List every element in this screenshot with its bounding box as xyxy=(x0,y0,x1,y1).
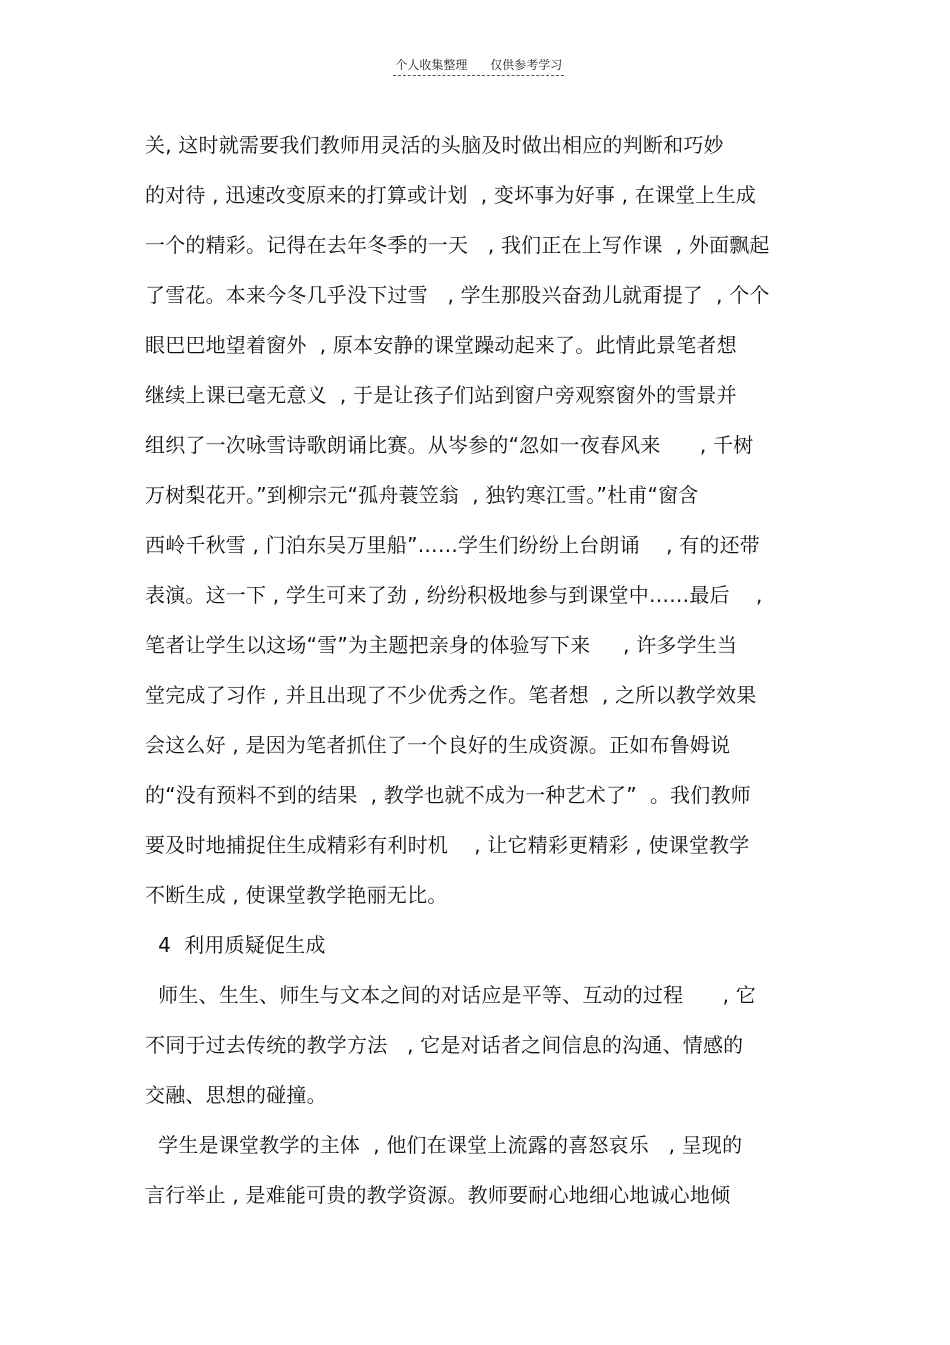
text-line: 堂完成了习作 , 并且出现了不少优秀之作。笔者想 , 之所以教学效果 xyxy=(145,683,757,707)
text-line: 学生是课堂教学的主体 , 他们在课堂上流露的喜怒哀乐 , 呈现的 xyxy=(145,1133,743,1157)
text-line: 了雪花。本来今冬几乎没下过雪 , 学生那股兴奋劲儿就甭提了 , 个个 xyxy=(145,283,770,307)
header-text: 个人收集整理 仅供参考学习 xyxy=(393,56,564,76)
text-line: 的对待 , 迅速改变原来的打算或计划 , 变坏事为好事 , 在课堂上生成 xyxy=(145,183,756,207)
text-line: 组织了一次咏雪诗歌朗诵比赛。从岑参的“忽如一夜春风来 , 千树 xyxy=(145,433,754,457)
text-line: 关, 这时就需要我们教师用灵活的头脑及时做出相应的判断和巧妙 xyxy=(145,133,724,157)
text-line: 会这么好 , 是因为笔者抓住了一个良好的生成资源。正如布鲁姆说 xyxy=(145,733,731,757)
text-line: 要及时地捕捉住生成精彩有利时机 , 让它精彩更精彩 , 使课堂教学 xyxy=(145,833,750,857)
text-line: 不同于过去传统的教学方法 , 它是对话者之间信息的沟通、情感的 xyxy=(145,1033,744,1057)
text-line: 一个的精彩。记得在去年冬季的一天 , 我们正在上写作课 , 外面飘起 xyxy=(145,233,770,257)
text-line: 笔者让学生以这场“雪”为主题把亲身的体验写下来 , 许多学生当 xyxy=(145,633,738,657)
text-line: 的“没有预料不到的结果 , 教学也就不成为一种艺术了” 。我们教师 xyxy=(145,783,751,807)
text-line: 眼巴巴地望着窗外 , 原本安静的课堂躁动起来了。此情此景笔者想 xyxy=(145,333,737,357)
text-line: 西岭千秋雪 , 门泊东吴万里船”……学生们纷纷上台朗诵 , 有的还带 xyxy=(145,533,760,557)
page-header xyxy=(0,38,950,76)
section-heading: 4 利用质疑促生成 xyxy=(145,933,326,957)
text-line: 师生、生生、师生与文本之间的对话应是平等、互动的过程 , 它 xyxy=(145,983,756,1007)
text-line: 交融、思想的碰撞。 xyxy=(145,1083,327,1107)
text-line: 继续上课已毫无意义 , 于是让孩子们站到窗户旁观察窗外的雪景并 xyxy=(145,383,737,407)
text-line: 不断生成 , 使课堂教学艳丽无比。 xyxy=(145,883,448,907)
text-line: 表演。这一下 , 学生可来了劲 , 纷纷积极地参与到课堂中……最后 , xyxy=(145,583,763,607)
document-body xyxy=(145,120,825,1220)
text-line: 言行举止 , 是难能可贵的教学资源。教师要耐心地细心地诚心地倾 xyxy=(145,1183,731,1207)
text-line: 万树梨花开。”到柳宗元“孤舟蓑笠翁 , 独钓寒江雪。”杜甫“窗含 xyxy=(145,483,699,507)
